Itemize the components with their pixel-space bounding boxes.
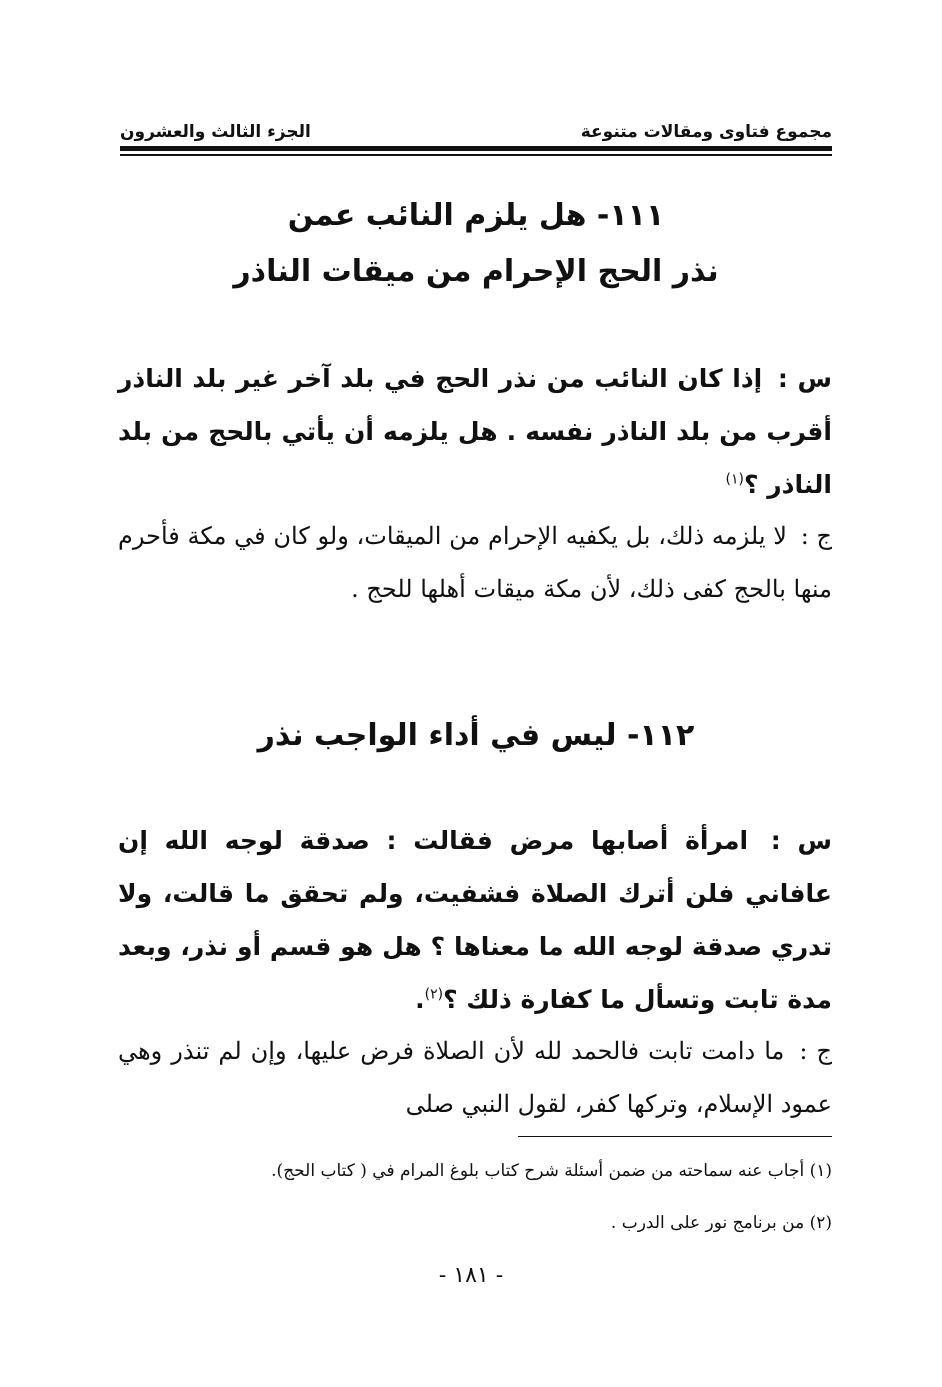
section-112-answer [118, 1025, 832, 1131]
running-header-volume: الجزء الثالث والعشرون [120, 122, 311, 142]
footnote-separator [518, 1136, 832, 1137]
section-111-heading [120, 188, 832, 300]
question-marker: س : [777, 364, 832, 393]
section-111-answer [118, 510, 832, 616]
answer-marker: ج : [799, 1037, 832, 1065]
question-marker: س : [770, 826, 832, 855]
answer-text: ما دامت تابت فالحمد لله لأن الصلاة فرض عليها، وإن لم تنذر وهي عمود الإسلام، وتركها كفر، لقول النبي صلى [118, 1037, 832, 1118]
header-rule-thick [120, 146, 832, 151]
question-text: امرأة أصابها مرض فقالت : صدقة لوجه الله إن عافاني فلن أترك الصلاة فشفيت، ولم تحقق ما قالت، ولا تدري صدقة لوجه الله ما معناها ؟ هل هو قسم أو نذر، وبعد مدة تابت وتسأل ما كفارة ذلك ؟ [118, 826, 832, 1014]
running-header-collection-title: مجموع فتاوى ومقالات متنوعة [580, 122, 832, 142]
footnote-2: (٢) من برنامج نور على الدرب . [610, 1213, 832, 1233]
footnote-ref-2: (٢) [424, 986, 444, 1003]
footnote-ref-1: (١) [725, 471, 745, 488]
answer-marker: ج : [800, 522, 833, 550]
section-111-question [118, 352, 832, 511]
running-header [120, 112, 832, 142]
section-112-heading [120, 708, 832, 764]
question-end: . [415, 985, 425, 1014]
question-text: إذا كان النائب من نذر الحج في بلد آخر غير بلد الناذر أقرب من بلد الناذر نفسه . هل يلزمه أن يأتي بالحج من بلد الناذر ؟ [118, 364, 832, 499]
answer-text: لا يلزمه ذلك، بل يكفيه الإحرام من الميقات، ولو كان في مكة فأحرم منها بالحج كفى ذلك، لأن مكة ميقات أهلها للحج . [118, 522, 832, 603]
section-112-question [118, 814, 832, 1026]
section-111-title-line-2: نذر الحج الإحرام من ميقات الناذر [233, 254, 719, 289]
header-rule-thin [120, 154, 832, 156]
footnote-1: (١) أجاب عنه سماحته من ضمن أسئلة شرح كتاب بلوغ المرام في ( كتاب الحج). [271, 1161, 832, 1181]
section-112-title: ١١٢- ليس في أداء الواجب نذر [257, 718, 695, 753]
section-111-title-line-1: ١١١- هل يلزم النائب عمن [287, 198, 665, 233]
page-number: - ١٨١ - [438, 1263, 504, 1288]
